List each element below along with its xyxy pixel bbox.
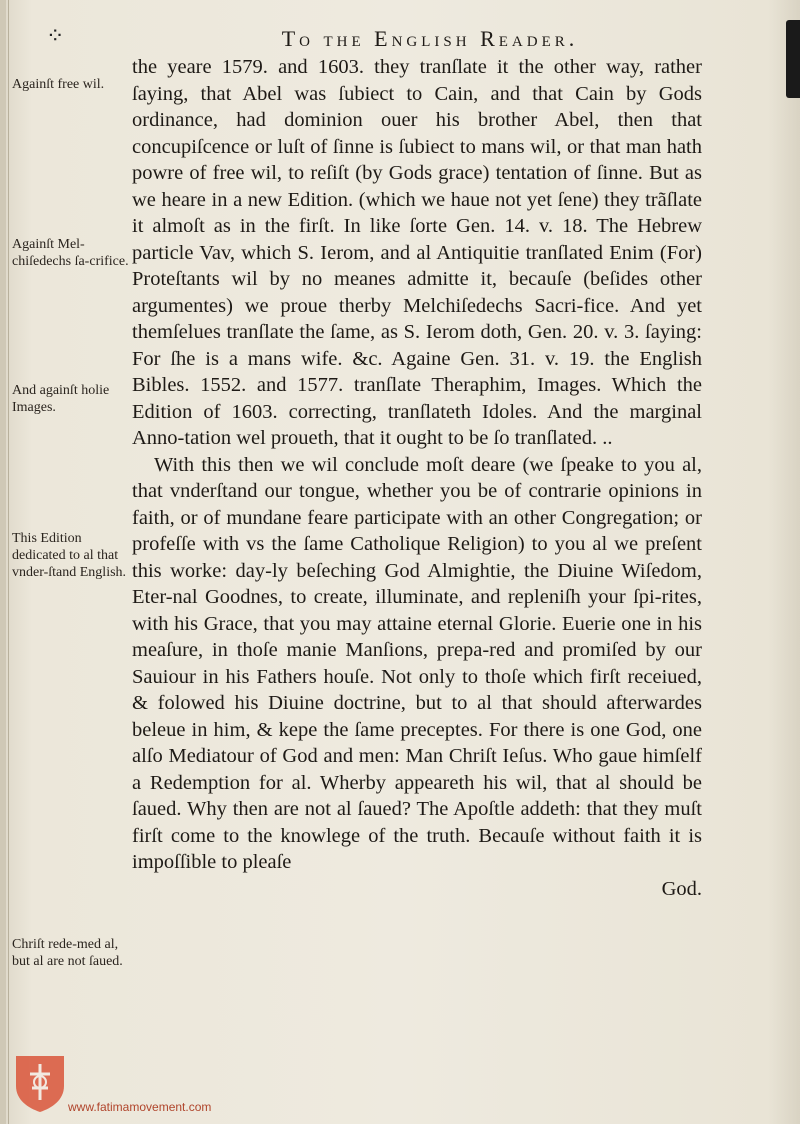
- margin-note-edition: This Edition dedicated to al that vnder-ſtand English.: [12, 531, 127, 580]
- margin-note-melchisedech: Againſt Mel-chiſedechs ſa-crifice.: [12, 237, 129, 269]
- page-header: To the English Reader.: [281, 26, 579, 51]
- page-tab: [786, 20, 800, 98]
- shield-logo-icon: [12, 1052, 68, 1114]
- paragraph-2: With this then we wil conclude moſt deare (we ſpeake to you al, that vnderſtand our tongue, whether you be of contrarie opinions in faith, or of mundane feare participate with an other Congregation; or profeſſe with vs the ſame Catholique Religion) to you al we preſent this worke: day-ly beſeching God Almightie, the Diuine Wiſedom, Eter-nal Goodnes, to create, illuminate, and repleniſh your ſpi-rites, with his Grace, that you may attaine eternal Glorie. Euerie one in his meaſure, in thoſe manie Manſions, prepa-red and promiſed by our Sauiour in his Fathers houſe. Not only to thoſe which firſt receiued, & folowed his Diuine doctrine, but to al that should afterwardes beleue in him, & kepe the ſame preceptes. For there is one God, one alſo Mediatour of God and men: Man Chriſt Ieſus. Who gaue himſelf a Redemption for al. Wherby appeareth his wil, that al should be ſaued. Why then are not al ſaued? The Apoſtle addeth: that they muſt firſt come to the knowlege of the truth. Becauſe without faith it is impoſſible to pleaſe: [132, 453, 702, 873]
- margin-note-images: And againſt holie Images.: [12, 383, 110, 415]
- body-text: [132, 54, 702, 902]
- paragraph-1: the yeare 1579. and 1603. they tranſlate it the other way, rather ſaying, that Abel was ſubiect to Cain, and that Cain by Gods ordinance, had dominion ouer his brother Abel, then that concupiſcence or luſt of ſinne is ſubiect to mans wil, or that man hath powre of free wil, to reſiſt (by Gods grace) tentation of ſinne. But as we heare in a new Edition. (which we haue not yet ſene) they trãſlate it almoſt as in the firſt. In like ſorte Gen. 14. v. 18. The Hebrew particle Vav, which S. Ierom, and al Antiquitie tranſlated Enim (For) Proteſtants wil by no meanes admitte it, becauſe (beſides other argumentes) we proue therby Melchiſedechs Sacri-fice. And yet themſelues tranſlate the ſame, as S. Ierom doth, Gen. 20. v. 3. ſaying: For ſhe is a mans wife. &c. Againe Gen. 31. v. 19. the English Bibles. 1552. and 1577. tranſlate Theraphim, Images. Which the Edition of 1603. correcting, tranſlateth Idoles. And the marginal Anno-tation wel proueth, that it ought to be ſo tranſlated. ..: [132, 56, 702, 449]
- footer-url[interactable]: www.fatimamovement.com: [68, 1100, 212, 1114]
- margin-note-free-will: Againſt free wil.: [12, 77, 105, 92]
- page-edge: [0, 0, 6, 1124]
- corner-mark: ⁘: [46, 24, 65, 49]
- margin-note-redeemed: Chriſt rede-med al, but al are not ſaued.: [12, 937, 123, 969]
- margin-rule: [8, 0, 9, 1124]
- last-word: God.: [661, 877, 702, 900]
